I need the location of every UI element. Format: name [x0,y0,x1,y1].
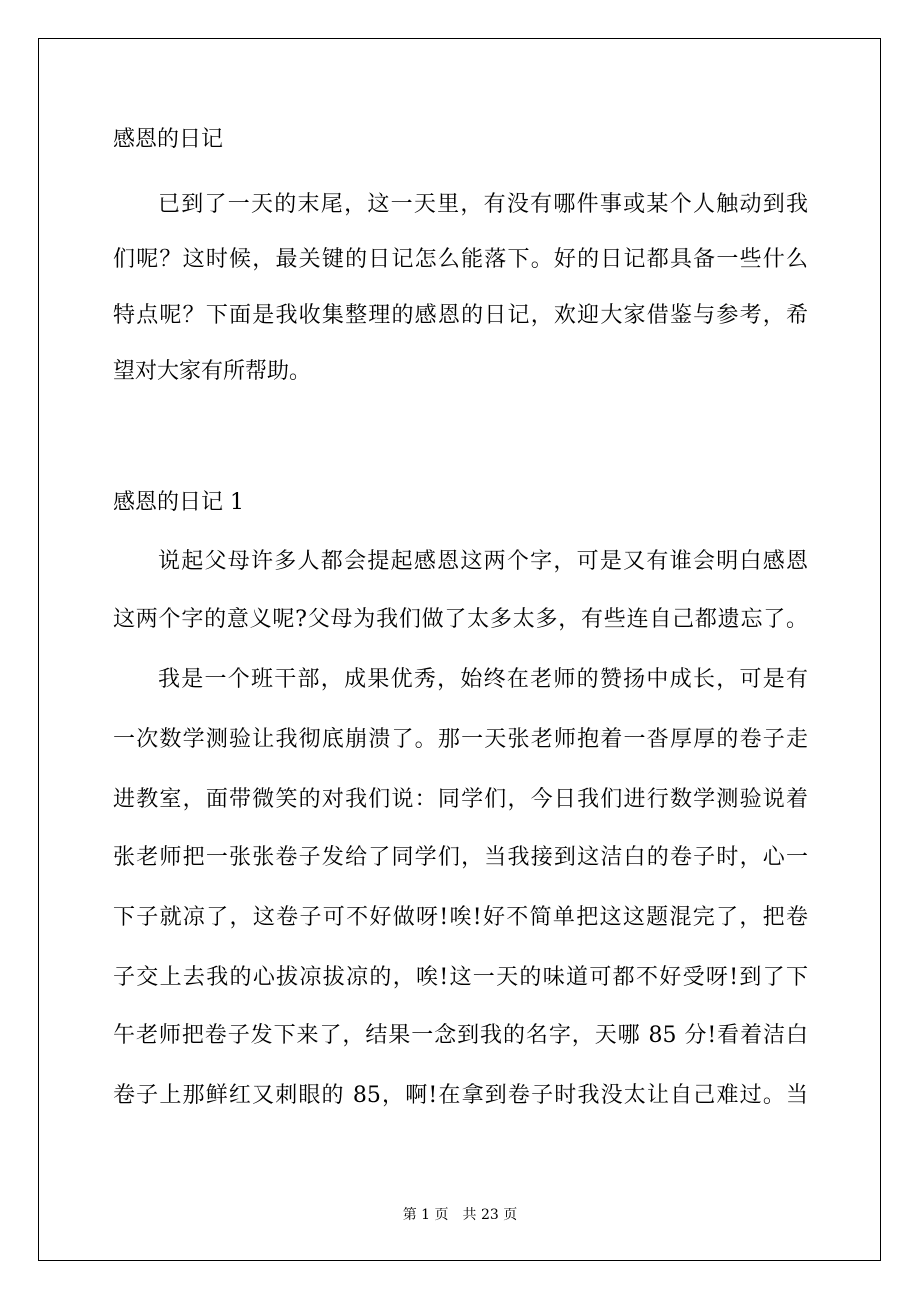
section-heading: 感恩的日记 1 [113,490,244,515]
paragraph-line: 已到了一天的末尾，这一天里，有没有哪件事或某个人触动到我 [158,192,808,217]
paragraph-line: 这两个字的意义呢?父母为我们做了太多太多，有些连自己都遗忘了。 [113,607,808,632]
paragraph-line: 卷子上那鲜红又刺眼的 85，啊!在拿到卷子时我没太让自己难过。当 [113,1083,808,1108]
page-border [38,38,881,1261]
paragraph-line: 张老师把一张张卷子发给了同学们，当我接到这洁白的卷子时，心一 [113,845,808,870]
paragraph-line: 子交上去我的心拔凉拔凉的，唉!这一天的味道可都不好受呀!到了下 [113,965,808,990]
paragraph-line: 下子就凉了，这卷子可不好做呀!唉!好不简单把这这题混完了，把卷 [113,905,808,930]
page-footer: 第 1 页 共 23 页 [402,1207,518,1223]
paragraph-line: 特点呢？下面是我收集整理的感恩的日记，欢迎大家借鉴与参考，希 [113,303,808,328]
paragraph-line: 们呢？这时候，最关键的日记怎么能落下。好的日记都具备一些什么 [113,247,808,272]
paragraph-line: 说起父母许多人都会提起感恩这两个字，可是又有谁会明白感恩 [158,549,808,574]
paragraph-line: 望对大家有所帮助。 [113,359,312,384]
document-title: 感恩的日记 [113,127,224,152]
paragraph-line: 一次数学测验让我彻底崩溃了。那一天张老师抱着一沓厚厚的卷子走 [113,727,808,752]
paragraph-line: 我是一个班干部，成果优秀，始终在老师的赞扬中成长，可是有 [158,667,808,692]
paragraph-line: 午老师把卷子发下来了，结果一念到我的名字，天哪 85 分!看着洁白 [113,1023,808,1048]
paragraph-line: 进教室，面带微笑的对我们说：同学们，今日我们进行数学测验说着 [113,787,808,812]
